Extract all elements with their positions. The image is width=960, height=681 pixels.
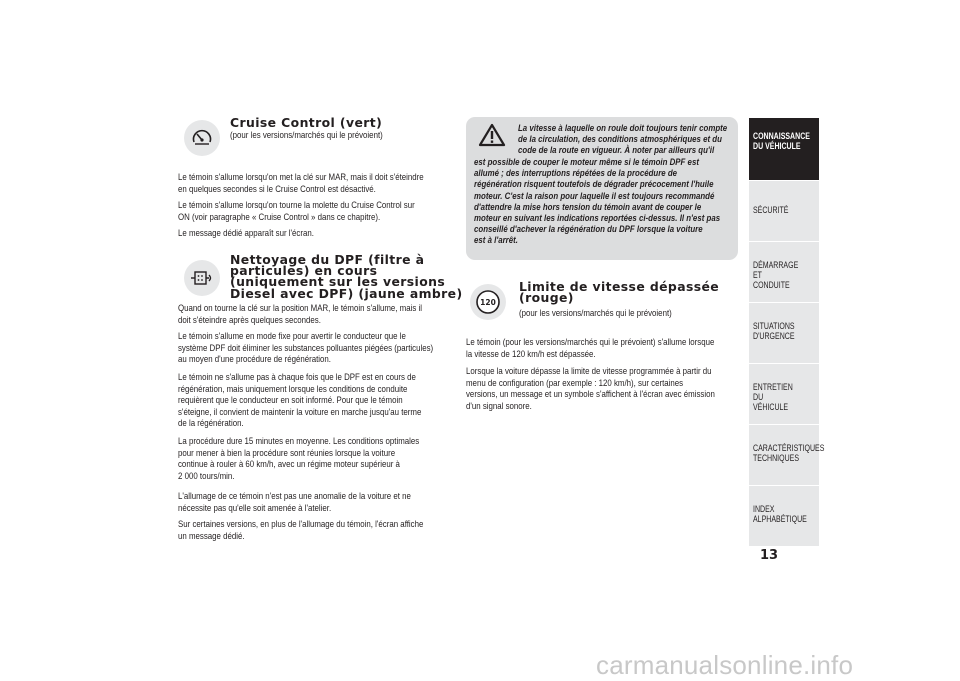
tab-label: ENTRETIEN DU VÉHICULE bbox=[753, 382, 793, 412]
tab-demarrage-et-conduite[interactable] bbox=[749, 241, 819, 302]
dpf-paragraph-6: Sur certaines versions, en plus de l'allumage du témoin, l'écran affiche un message dédié. bbox=[178, 518, 424, 541]
warning-text-bottom: est possible de couper le moteur même si le témoin DPF est allumé ; des interruptions répétées de la procédure de régénération risquent toutefois de dégrader précocement l'huile moteur. C'est la raison pour laquelle il est toujours recommandé d'attendre la mise hors tension du témoin avant de couper le moteur en suivant les indications reportées ci-dessus. Il n'est pas conseillé d'achever la régénération du DPF lorsque la voiture est à l'arrêt. bbox=[474, 156, 721, 246]
tab-label: CARACTÉRISTIQUES TECHNIQUES bbox=[753, 443, 825, 463]
speed-limit-heading: Limite de vitesse dépassée (rouge) bbox=[519, 279, 720, 306]
warning-text-top: La vitesse à laquelle on roule doit toujours tenir compte de la circulation, des conditions atmosphériques et du code de la route en vigueur. À noter par ailleurs qu'il bbox=[518, 122, 728, 156]
dpf-paragraph-5: L'allumage de ce témoin n'est pas une anomalie de la voiture et ne nécessite pas qu'elle soit amenée à l'atelier. bbox=[178, 490, 411, 513]
watermark: carmanualsonline.info bbox=[596, 650, 854, 680]
tab-securite[interactable] bbox=[749, 180, 819, 241]
page-number: 13 bbox=[760, 548, 779, 563]
cruise-control-subtitle: (pour les versions/marchés qui le prévoient) bbox=[230, 129, 383, 140]
cruise-control-warning-light-icon bbox=[184, 120, 220, 156]
speed-limit-warning-light-icon bbox=[470, 284, 506, 320]
dpf-paragraph-3: Le témoin ne s'allume pas à chaque fois que le DPF est en cours de régénération, mais uniquement lorsque les conditions de conduite requièrent que le conducteur en soit informé. Pour que le témoin s'éteigne, il convient de maintenir la voiture en marche jusqu'au terme de la régénération. bbox=[178, 371, 422, 429]
dpf-heading: Nettoyage du DPF (filtre à particules) en cours (uniquement sur les versions Diesel avec DPF) (jaune ambre) bbox=[230, 252, 463, 301]
speed-limit-subtitle: (pour les versions/marchés qui le prévoient) bbox=[519, 307, 672, 318]
cruise-paragraph-1: Le témoin s'allume lorsqu'on met la clé sur MAR, mais il doit s'éteindre en quelques secondes si le Cruise Control est désactivé. bbox=[178, 171, 424, 194]
dpf-warning-light-icon bbox=[184, 260, 220, 296]
tab-caracteristiques-techniques[interactable] bbox=[749, 424, 825, 485]
tab-label: INDEX ALPHABÉTIQUE bbox=[753, 504, 807, 524]
tab-entretien-du-vehicule[interactable] bbox=[749, 363, 819, 424]
cruise-control-heading: Cruise Control (vert) bbox=[230, 115, 383, 130]
tab-label: DÉMARRAGE ET CONDUITE bbox=[753, 260, 799, 290]
speed-limit-paragraph-1: Le témoin (pour les versions/marchés qui le prévoient) s'allume lorsque la vitesse de 120 km/h est dépassée. bbox=[466, 336, 715, 359]
tab-connaissance-du-vehicule[interactable] bbox=[749, 117, 819, 180]
dpf-paragraph-2: Le témoin s'allume en mode fixe pour avertir le conducteur que le système DPF doit éliminer les substances polluantes piégées (particules) au moyen d'une procédure de régénération. bbox=[178, 330, 434, 365]
tab-index-alphabetique[interactable] bbox=[749, 485, 819, 546]
speed-limit-icon-text: 120 bbox=[480, 298, 496, 307]
dpf-paragraph-1: Quand on tourne la clé sur la position MAR, le témoin s'allume, mais il doit s'éteindre après quelques secondes. bbox=[178, 302, 422, 325]
tab-label: SÉCURITÉ bbox=[753, 205, 789, 215]
tab-label: SITUATIONS D'URGENCE bbox=[753, 321, 795, 341]
warning-triangle-icon bbox=[478, 123, 506, 152]
cruise-paragraph-2: Le témoin s'allume lorsqu'on tourne la molette du Cruise Control sur ON (voir paragraphe « Cruise Control » dans ce chapitre). bbox=[178, 199, 415, 222]
tab-situations-d-urgence[interactable] bbox=[749, 302, 819, 363]
tab-label: CONNAISSANCE DU VÉHICULE bbox=[753, 131, 810, 151]
cruise-paragraph-3: Le message dédié apparaît sur l'écran. bbox=[178, 227, 314, 238]
dpf-paragraph-4: La procédure dure 15 minutes en moyenne. Les conditions optimales pour mener à bien la procédure sont réunies lorsque la voiture continue à rouler à 60 km/h, avec un régime moteur supérieur à 2 000 tours/min. bbox=[178, 435, 420, 481]
speed-limit-paragraph-2: Lorsque la voiture dépasse la limite de vitesse programmée à partir du menu de configuration (par exemple : 120 km/h), sur certaines versions, un message et un symbole s'affichent à l'écran avec émission d'un signal sonore. bbox=[466, 365, 715, 411]
